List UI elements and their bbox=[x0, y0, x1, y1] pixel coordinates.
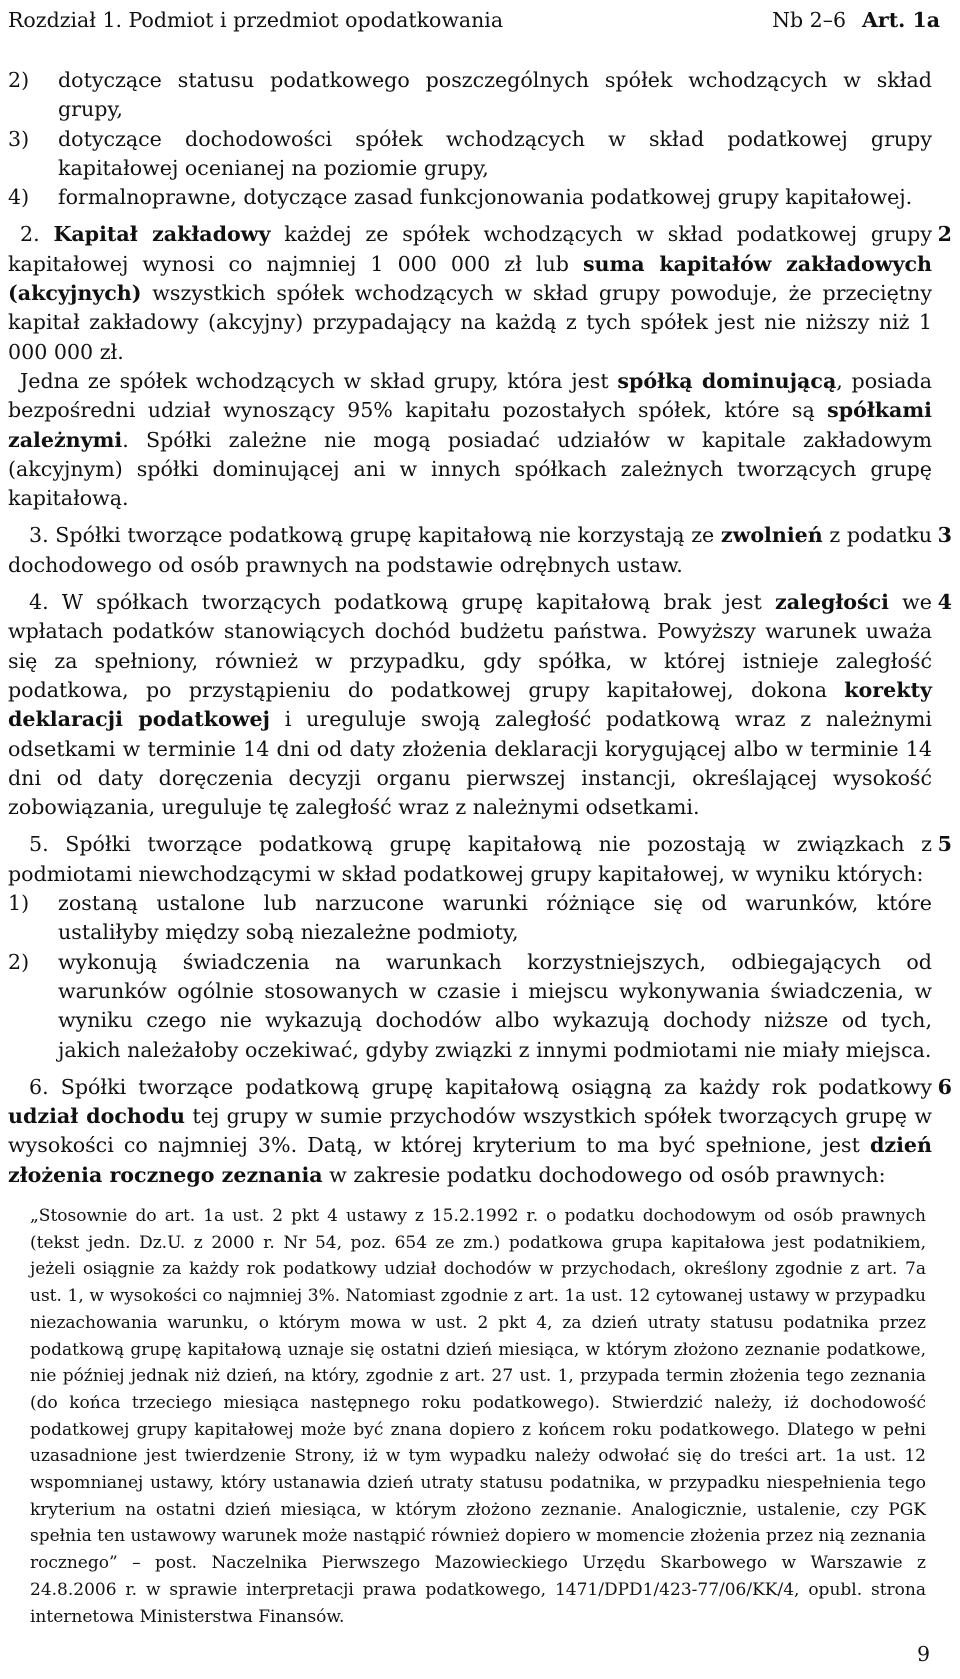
text-run: Jedna ze spółek wchodzących w skład grupy, która jest bbox=[20, 368, 618, 393]
list-item bbox=[8, 125, 932, 184]
article-label: Art. 1a bbox=[862, 8, 940, 32]
text-run: 4. W spółkach tworzących podatkową grupę kapitałową brak jest bbox=[29, 590, 776, 615]
margin-number: 3 bbox=[937, 523, 952, 548]
margin-number: 2 bbox=[937, 222, 952, 247]
bold-term: udział dochodu bbox=[8, 1104, 185, 1129]
text-run: 3. Spółki tworzące podatkową grupę kapitałową nie korzystają ze bbox=[29, 523, 721, 548]
text-run: i ureguluje swoją zaległość podatkową wraz z należnymi odsetkami w terminie 14 dni od daty złożenia deklaracji korygującej albo w terminie 14 dni od daty doręczenia decyzji organu pierwszej instancji, określającej wysokość zobowiązania, ureguluje tę zaległość wraz z należnymi odsetkami. bbox=[8, 707, 932, 820]
list-number: 1) bbox=[8, 891, 30, 916]
paragraph-5 bbox=[8, 830, 952, 889]
list-item bbox=[8, 66, 932, 125]
list-text: zostaną ustalone lub narzucone warunki różniące się od warunków, które ustaliłyby między sobą niezależne podmioty, bbox=[58, 891, 932, 945]
margin-number: 6 bbox=[937, 1074, 952, 1099]
paragraph-4 bbox=[8, 588, 952, 822]
paragraph-3 bbox=[8, 521, 952, 580]
bold-term: spółką dominującą bbox=[617, 368, 837, 393]
margin-number: 5 bbox=[937, 832, 952, 857]
text-run: 5. Spółki tworzące podatkową grupę kapitałową nie pozostają w związkach z podmiotami niewchodzącymi w skład podatkowej grupy kapitałowej, w wyniku których: bbox=[8, 832, 932, 886]
bold-term: zaległości bbox=[775, 590, 889, 615]
text-run: , posiada bezpośredni udział wynoszący 95% kapitału pozostałych spółek, które są bbox=[8, 368, 932, 423]
text-run: tej grupy w sumie przychodów wszystkich spółek tworzących grupę w wysokości co najmniej 3%. Datą, w której kryterium to ma być spełnione, jest bbox=[8, 1104, 933, 1158]
text-run: 6. Spółki tworzące podatkową grupę kapitałową osiągną za każdy rok podatkowy bbox=[29, 1074, 932, 1099]
paragraph-2 bbox=[8, 220, 952, 366]
chapter-title: Rozdział 1. Podmiot i przedmiot opodatkowania bbox=[8, 8, 504, 32]
bold-term: zwolnień bbox=[720, 523, 823, 548]
quoted-ruling bbox=[30, 1203, 926, 1630]
text-run: we wpłatach podatków stanowiących dochód budżetu państwa. Powyższy warunek uważa się za spełniony, również w przypadku, gdy spółka, w której istnieje zaległość podatkowa, po przystąpieniu do podatkowej grupy kapitałowej, dokona bbox=[8, 590, 932, 702]
bold-term: suma kapitałów zakładowych (akcyjnych) bbox=[8, 251, 932, 306]
list-text: formalnoprawne, dotyczące zasad funkcjonowania podatkowej grupy kapitałowej. bbox=[58, 185, 913, 210]
list-text: wykonują świadczenia na warunkach korzystniejszych, odbiegających od warunków ogólnie stosowanych w czasie i miejscu wykonywania świadczenia, w wyniku czego nie wykazują dochodów albo wykazują dochody niższe od tych, jakich należałoby oczekiwać, gdyby związki z innymi podmiotami nie miały miejsca. bbox=[58, 949, 932, 1062]
bold-term: korekty deklaracji podatkowej bbox=[8, 677, 932, 732]
text-run: z podatku dochodowego od osób prawnych na podstawie odrębnych ustaw. bbox=[8, 523, 932, 577]
paragraph-6 bbox=[8, 1073, 952, 1190]
list-number: 2) bbox=[8, 949, 30, 974]
body-text bbox=[8, 66, 952, 1190]
quoted-ruling-text: „Stosownie do art. 1a ust. 2 pkt 4 ustawy z 15.2.1992 r. o podatku dochodowym od osób prawnych (tekst jedn. Dz.U. z 2000 r. Nr 54, poz. 654 ze zm.) podatkowa grupa kapitałowa jest podatnikiem, jeżeli osiągnie za każdy rok podatkowy udział dochodów w przychodach, określony zgodnie z art. 7a ust. 1, w wysokości co najmniej 3%. Natomiast zgodnie z art. 1a ust. 12 cytowanej ustawy w przypadku niezachowania warunku, o którym mowa w ust. 2 pkt 4, za dzień utraty statusu podatnika przez podatkową grupę kapitałową uznaje się ostatni dzień miesiąca, w którym złożono zeznanie podatkowe, nie później jednak niż dzień, na który, zgodnie z art. 27 ust. 1, przypada termin złożenia tego zeznania (do końca trzeciego miesiąca następnego roku podatkowego). Stwierdzić należy, iż dochodowość podatkowej grupy kapitałowej może być znana dopiero z końcem roku podatkowego. Dlatego w pełni uzasadnione jest twierdzenie Strony, iż w tym wypadku należy odwołać się do treści art. 1a ust. 12 wspomnianej ustawy, który ustanawia dzień utraty statusu podatnika, w przypadku niespełnienia tego kryterium na ostatni dzień miesiąca, w którym złożono zeznanie. Analogicznie, ustalenie, czy PGK spełnia ten ustawowy warunek może nastąpić również dopiero w momencie złożenia przez nią zeznania rocznego” – post. Naczelnika Pierwszego Mazowieckiego Urzędu Skarbowego w Warszawie z 24.8.2006 r. w sprawie interpretacji prawa podatkowego, 1471/DPD1/423-77/06/KK/4, opubl. strona internetowa Ministerstwa Finansów. bbox=[30, 1206, 926, 1627]
list-number: 3) bbox=[8, 126, 30, 151]
running-header bbox=[8, 4, 940, 36]
header-reference bbox=[772, 4, 940, 36]
list-item bbox=[8, 948, 932, 1065]
list-number: 4) bbox=[8, 185, 30, 210]
margin-number: 4 bbox=[937, 590, 952, 615]
margin-number-range: Nb 2–6 bbox=[772, 8, 846, 32]
text-run: każdej ze spółek wchodzących w skład podatkowej grupy kapitałowej wynosi co najmniej 1 000 000 zł lub bbox=[8, 222, 932, 276]
text-run: wszystkich spółek wchodzących w skład grupy powoduje, że przeciętny kapitał zakładowy (akcyjny) przypadający na każdą z tych spółek jest nie niższy niż 1 000 000 zł. bbox=[8, 281, 932, 364]
list-text: dotyczące dochodowości spółek wchodzących w skład podatkowej grupy kapitałowej ocenianej na poziomie grupy, bbox=[58, 126, 932, 180]
list-text: dotyczące statusu podatkowego poszczególnych spółek wchodzących w skład grupy, bbox=[58, 68, 932, 122]
bold-term: spółkami zależnymi bbox=[8, 398, 932, 452]
list-item bbox=[8, 183, 932, 212]
bold-term: Kapitał zakładowy bbox=[53, 222, 271, 247]
paragraph-number: 2. bbox=[20, 222, 40, 247]
list-number: 2) bbox=[8, 68, 30, 92]
page-number: 9 bbox=[916, 1642, 930, 1666]
list-item bbox=[8, 889, 932, 948]
paragraph-2-continued bbox=[8, 367, 932, 513]
text-run: w zakresie podatku dochodowego od osób prawnych: bbox=[322, 1162, 886, 1187]
text-run: . Spółki zależne nie mogą posiadać udziałów w kapitale zakładowym (akcyjnym) spółki dominującej ani w innych spółkach zależnych tworzących grupę kapitałową. bbox=[8, 427, 932, 511]
bold-term: dzień złożenia rocznego zeznania bbox=[8, 1133, 932, 1187]
